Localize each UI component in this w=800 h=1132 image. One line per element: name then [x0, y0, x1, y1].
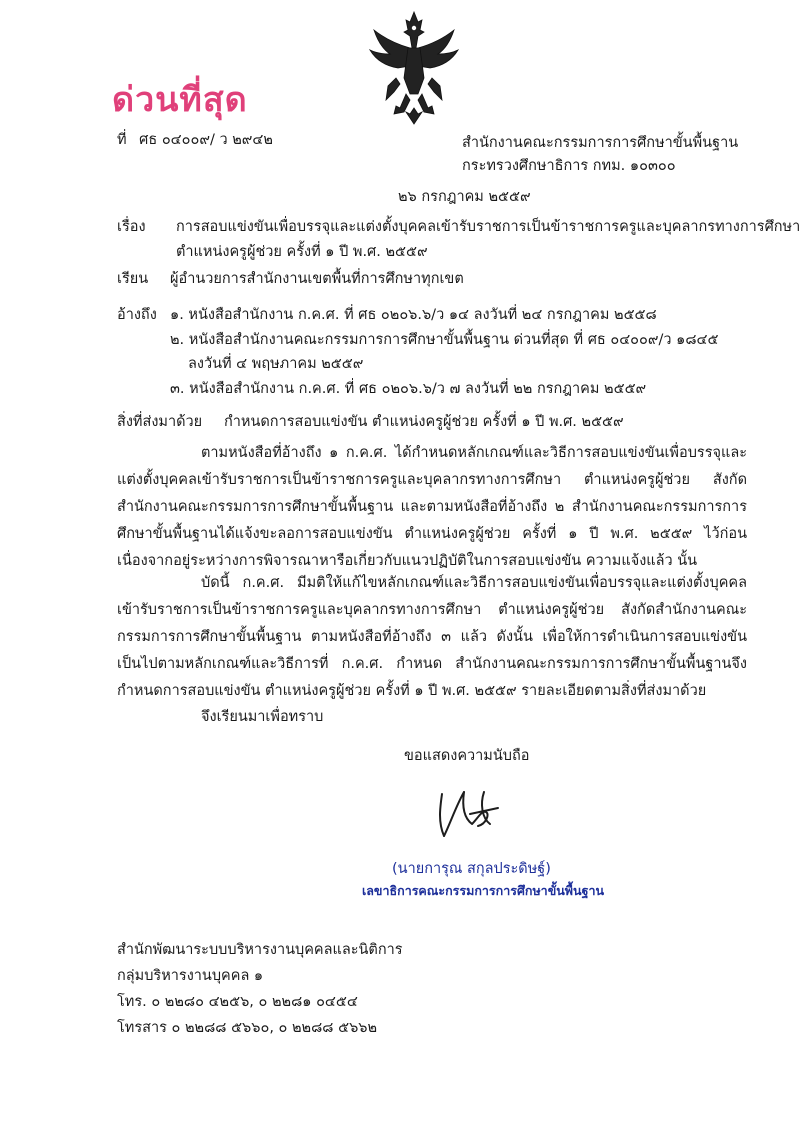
- footer-fax: โทรสาร ๐ ๒๒๘๘ ๕๖๖๐, ๐ ๒๒๘๘ ๕๖๖๒: [117, 1020, 378, 1036]
- subject-label: เรื่อง: [117, 219, 146, 235]
- agency-name: สำนักงานคณะกรรมการการศึกษาขั้นพื้นฐาน: [462, 135, 739, 151]
- signer-name: (นายการุณ สกุลประดิษฐ์): [392, 861, 551, 877]
- reference-1: ๑. หนังสือสำนักงาน ก.ค.ศ. ที่ ศธ ๐๒๐๖.๖/ว ๑๔ ลงวันที่ ๒๔ กรกฎาคม ๒๕๕๘: [170, 307, 657, 323]
- salutation-text: ผู้อำนวยการสำนักงานเขตพื้นที่การศึกษาทุกเขต: [170, 271, 464, 287]
- garuda-emblem-icon: [366, 8, 462, 126]
- enclosure-label: สิ่งที่ส่งมาด้วย: [117, 414, 203, 430]
- doc-number-value: ศธ ๐๔๐๐๙/ ว ๒๙๔๒: [139, 132, 273, 148]
- reference-2-date: ลงวันที่ ๔ พฤษภาคม ๒๕๕๙: [188, 356, 364, 372]
- closing-line: จึงเรียนมาเพื่อทราบ: [201, 709, 324, 725]
- references-label: อ้างถึง: [117, 307, 157, 323]
- footer-group: กลุ่มบริหารงานบุคคล ๑: [117, 968, 264, 984]
- doc-number: [117, 130, 273, 150]
- enclosure-text: กำหนดการสอบแข่งขัน ตำแหน่งครูผู้ช่วย ครั้งที่ ๑ ปี พ.ศ. ๒๕๕๙: [224, 414, 624, 430]
- salutation-label: เรียน: [117, 271, 149, 287]
- reference-2: ๒. หนังสือสำนักงานคณะกรรมการการศึกษาขั้นพื้นฐาน ด่วนที่สุด ที่ ศธ ๐๔๐๐๙/ว ๑๘๔๕: [170, 332, 719, 348]
- letter-date: ๒๖ กรกฎาคม ๒๕๕๙: [398, 189, 531, 205]
- reference-3: ๓. หนังสือสำนักงาน ก.ค.ศ. ที่ ศธ ๐๒๐๖.๖/ว ๗ ลงวันที่ ๒๒ กรกฎาคม ๒๕๕๙: [170, 381, 647, 397]
- subject-line-2: ตำแหน่งครูผู้ช่วย ครั้งที่ ๑ ปี พ.ศ. ๒๕๕๙: [176, 244, 428, 260]
- regards: ขอแสดงความนับถือ: [404, 748, 530, 764]
- signer-position: เลขาธิการคณะกรรมการการศึกษาขั้นพื้นฐาน: [362, 883, 605, 898]
- agency-address: กระทรวงศึกษาธิการ กทม. ๑๐๓๐๐: [462, 158, 676, 174]
- body-paragraph-2: บัดนี้ ก.ค.ศ. มีมติให้แก้ไขหลักเกณฑ์และวิธีการสอบแข่งขันเพื่อบรรจุและแต่งตั้งบุคคลเข้ารับราชการเป็นข้าราชการครูและบุคลากรทางการศึกษา ตำแหน่งครูผู้ช่วย สังกัดสำนักงานคณะกรรมการการศึกษาขั้นพื้นฐาน ตามหนังสือที่อ้างถึง ๓ แล้ว ดังนั้น เพื่อให้การดำเนินการสอบแข่งขัน เป็นไปตามหลักเกณฑ์และวิธีการที่ ก.ค.ศ. กำหนด สำนักงานคณะกรรมการการศึกษาขั้นพื้นฐานจึงกำหนดการสอบแข่งขัน ตำแหน่งครูผู้ช่วย ครั้งที่ ๑ ปี พ.ศ. ๒๕๕๙ รายละเอียดตามสิ่งที่ส่งมาด้วย: [117, 575, 747, 699]
- subject-line-1: การสอบแข่งขันเพื่อบรรจุและแต่งตั้งบุคคลเข้ารับราชการเป็นข้าราชการครูและบุคลากรทางการศึกษา: [176, 219, 800, 235]
- footer-phone: โทร. ๐ ๒๒๘๐ ๔๒๕๖, ๐ ๒๒๘๑ ๐๔๕๔: [117, 994, 358, 1010]
- handwritten-signature: [420, 784, 530, 844]
- body-paragraph-1: ตามหนังสือที่อ้างถึง ๑ ก.ค.ศ. ได้กำหนดหลักเกณฑ์และวิธีการสอบแข่งขันเพื่อบรรจุและแต่งตั้งบุคคลเข้ารับราชการเป็นข้าราชการครูและบุคลากรทางการศึกษา ตำแหน่งครูผู้ช่วย สังกัดสำนักงานคณะกรรมการการศึกษาขั้นพื้นฐาน และตามหนังสือที่อ้างถึง ๒ สำนักงานคณะกรรมการการศึกษาขั้นพื้นฐานได้แจ้งขะลอการสอบแข่งขัน ตำแหน่งครูผู้ช่วย ครั้งที่ ๑ ปี พ.ศ. ๒๕๕๙ ไว้ก่อน เนื่องจากอยู่ระหว่างการพิจารณาหารือเกี่ยวกับแนวปฏิบัติในการสอบแข่งขัน ความแจ้งแล้ว นั้น: [117, 445, 747, 569]
- doc-number-label: ที่: [117, 132, 127, 148]
- urgent-stamp: ด่วนที่สุด: [112, 80, 248, 120]
- footer-division: สำนักพัฒนาระบบบริหารงานบุคคลและนิติการ: [117, 942, 403, 958]
